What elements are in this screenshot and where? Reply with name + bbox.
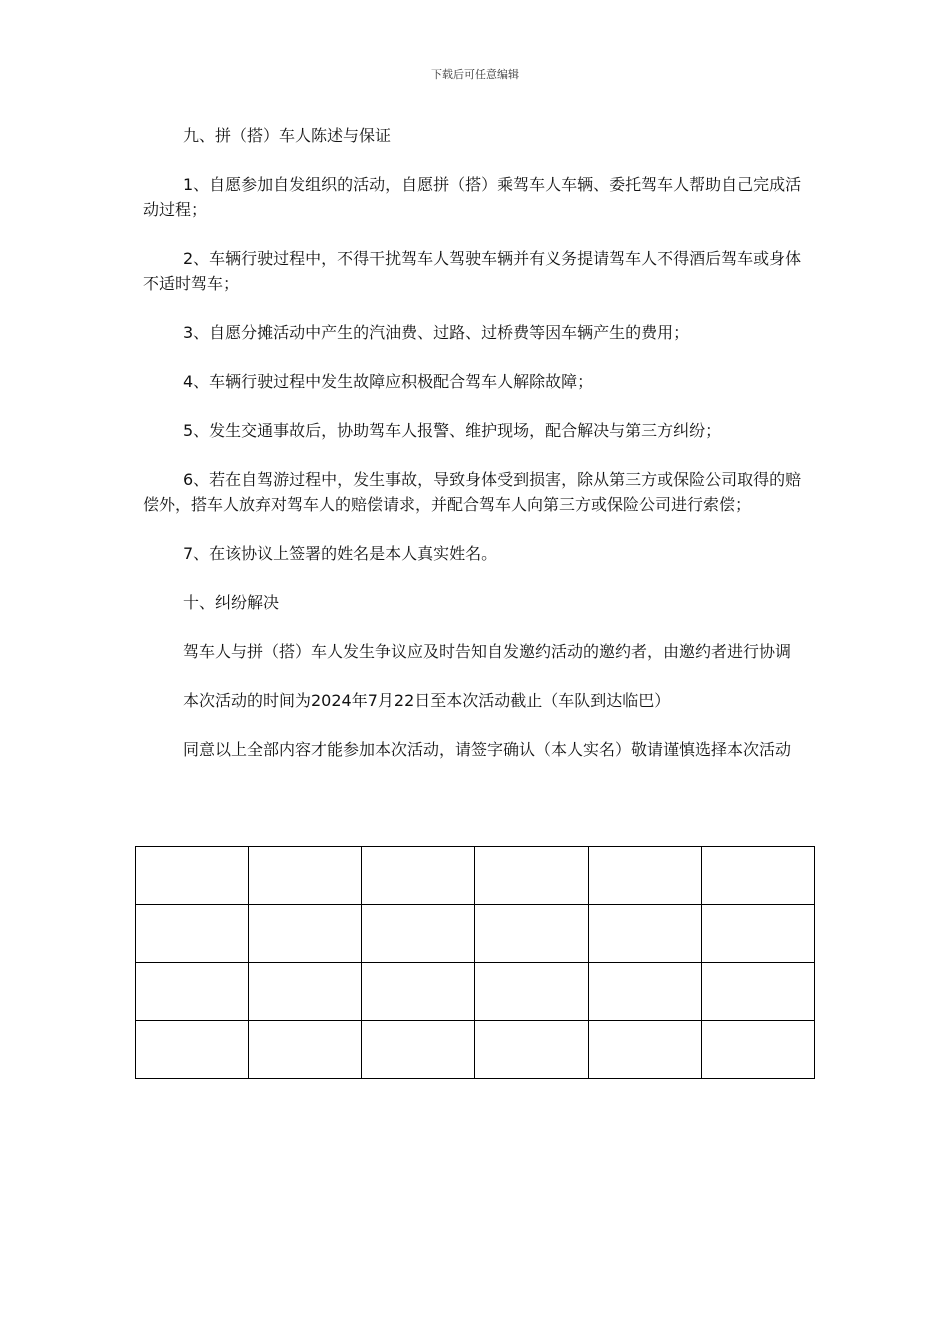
section-heading-10: 十、纠纷解决	[183, 593, 280, 612]
table-row	[136, 847, 815, 905]
signature-cell	[249, 963, 362, 1021]
signature-cell	[249, 847, 362, 905]
signature-cell	[475, 1021, 588, 1079]
signature-cell	[701, 847, 814, 905]
signature-cell	[588, 847, 701, 905]
signature-cell	[136, 963, 249, 1021]
signature-cell	[362, 963, 475, 1021]
signature-cell	[136, 847, 249, 905]
signature-table	[135, 846, 815, 1079]
signature-cell	[362, 847, 475, 905]
table-row	[136, 963, 815, 1021]
signature-cell	[475, 905, 588, 963]
activity-period-text: 本次活动的时间为2024年7月22日至本次活动截止（车队到达临巴）	[183, 691, 671, 710]
clause-6: 6、若在自驾游过程中，发生事故，导致身体受到损害，除从第三方或保险公司取得的赔偿外，搭车人放弃对驾车人的赔偿请求，并配合驾车人向第三方或保险公司进行索偿；	[143, 470, 802, 514]
signature-cell	[701, 905, 814, 963]
signature-cell	[701, 963, 814, 1021]
clause-1: 1、自愿参加自发组织的活动，自愿拼（搭）乘驾车人车辆、委托驾车人帮助自己完成活动过程；	[143, 175, 802, 219]
signature-cell	[249, 905, 362, 963]
document-body	[143, 123, 807, 762]
clause-7: 7、在该协议上签署的姓名是本人真实姓名。	[183, 544, 498, 563]
clause-3: 3、自愿分摊活动中产生的汽油费、过路、过桥费等因车辆产生的费用；	[183, 323, 690, 342]
signature-cell	[249, 1021, 362, 1079]
page-header-note: 下载后可任意编辑	[431, 68, 519, 81]
table-row	[136, 1021, 815, 1079]
signature-cell	[362, 905, 475, 963]
clause-5: 5、发生交通事故后，协助驾车人报警、维护现场，配合解决与第三方纠纷；	[183, 421, 722, 440]
dispute-resolution-text: 驾车人与拼（搭）车人发生争议应及时告知自发邀约活动的邀约者，由邀约者进行协调	[183, 642, 792, 661]
clause-4: 4、车辆行驶过程中发生故障应积极配合驾车人解除故障；	[183, 372, 594, 391]
signature-cell	[475, 963, 588, 1021]
signature-cell	[136, 905, 249, 963]
signature-cell	[588, 1021, 701, 1079]
signature-cell	[588, 963, 701, 1021]
signature-cell	[588, 905, 701, 963]
table-row	[136, 905, 815, 963]
clause-2: 2、车辆行驶过程中，不得干扰驾车人驾驶车辆并有义务提请驾车人不得酒后驾车或身体不适时驾车；	[143, 249, 802, 293]
signature-cell	[701, 1021, 814, 1079]
section-heading-9: 九、拼（搭）车人陈述与保证	[183, 126, 392, 145]
signature-cell	[475, 847, 588, 905]
signature-cell	[362, 1021, 475, 1079]
signature-cell	[136, 1021, 249, 1079]
consent-statement: 同意以上全部内容才能参加本次活动，请签字确认（本人实名）敬请谨慎选择本次活动	[183, 740, 792, 759]
